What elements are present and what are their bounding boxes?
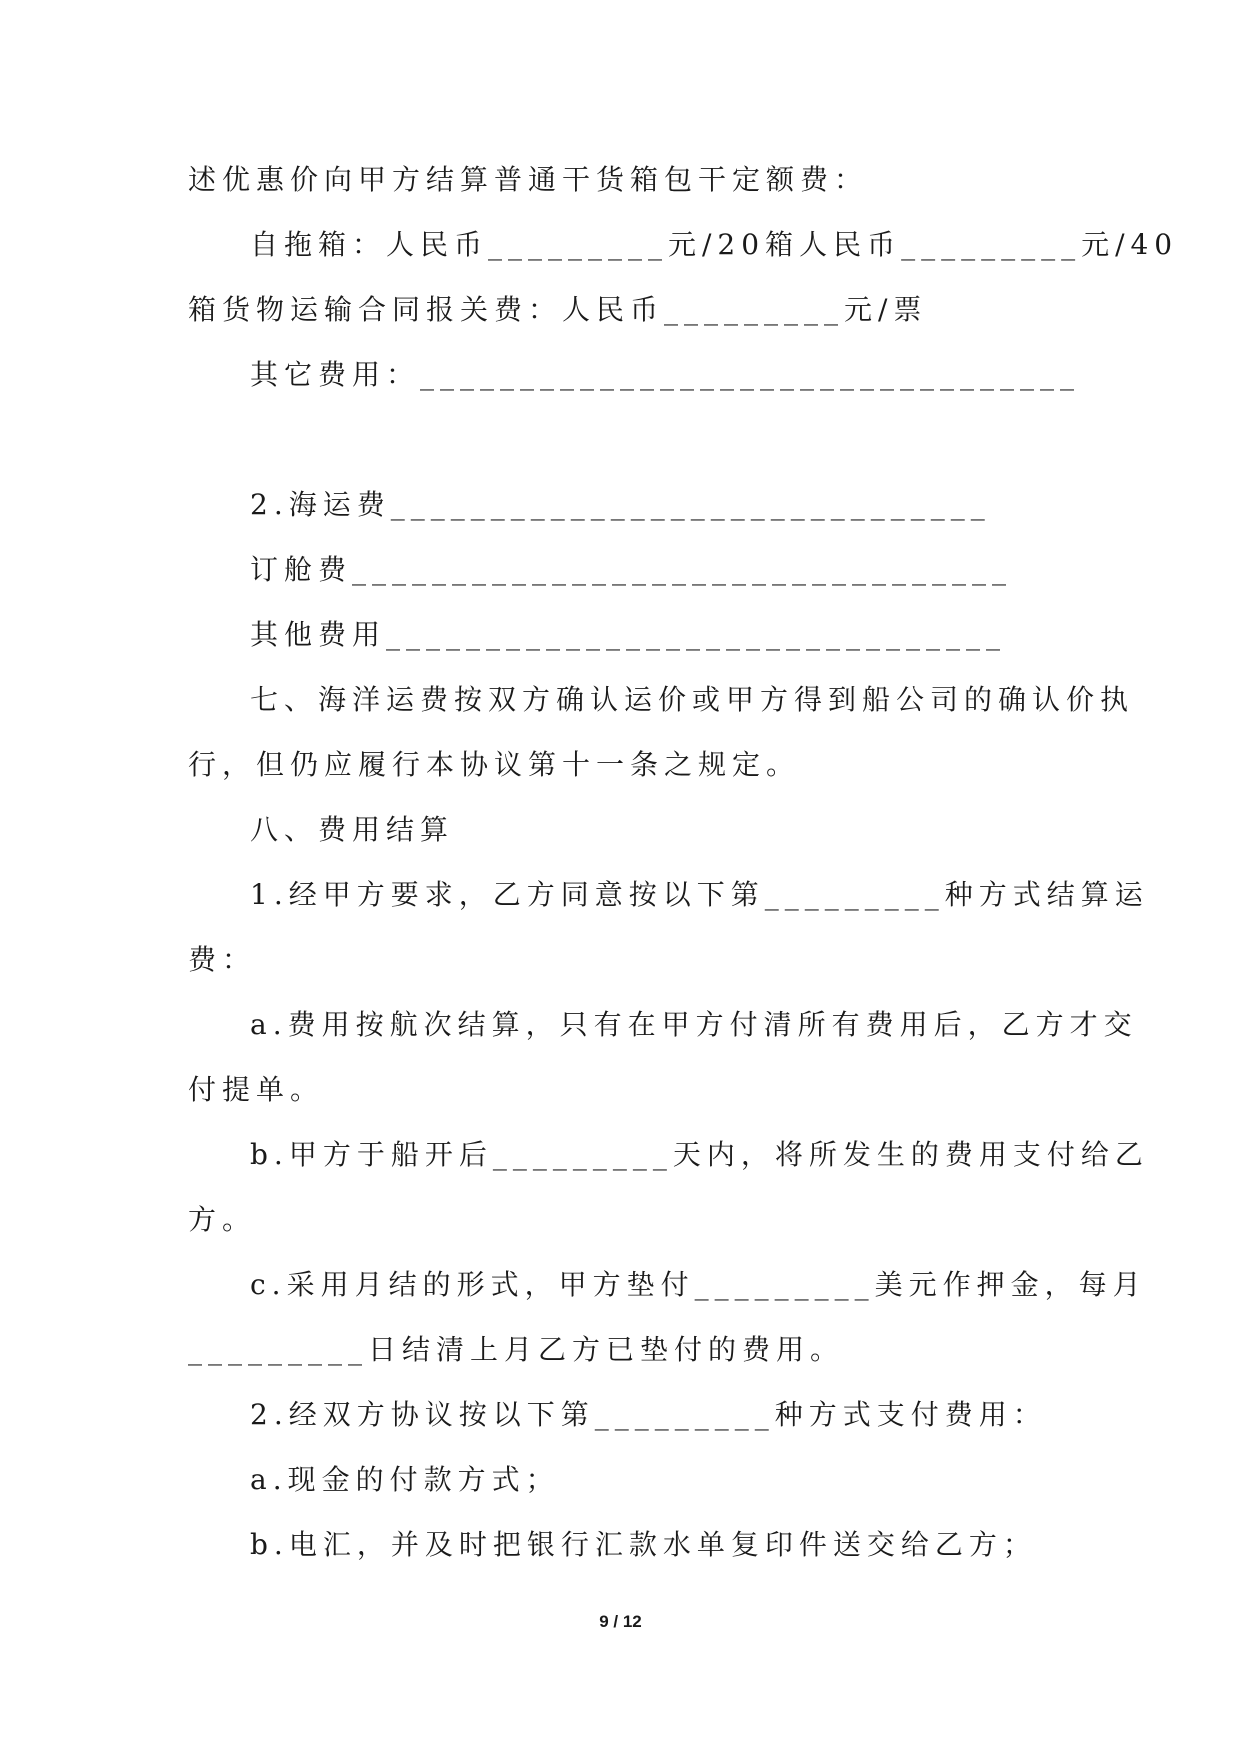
text-line: 费：: [188, 943, 257, 976]
section-heading: 八、费用结算: [250, 813, 455, 846]
text-line: 其他费用_______________________________: [250, 618, 1007, 651]
text-line: _________日结清上月乙方已垫付的费用。: [188, 1333, 845, 1366]
text-line: 自拖箱：人民币_________元/20箱人民币_________元/40: [250, 228, 1179, 261]
text-line: 2.经双方协议按以下第_________种方式支付费用：: [250, 1398, 1047, 1431]
text-line: b.甲方于船开后_________天内，将所发生的费用支付给乙: [250, 1138, 1149, 1171]
text-line: 付提单。: [188, 1073, 325, 1106]
text-line: 述优惠价向甲方结算普通干货箱包干定额费：: [188, 163, 869, 196]
text-line: 七、海洋运费按双方确认运价或甲方得到船公司的确认价执: [250, 683, 1135, 716]
text-line: 行，但仍应履行本协议第十一条之规定。: [188, 748, 801, 781]
text-line: 订舱费_________________________________: [250, 553, 1013, 586]
text-line: 2.海运费______________________________: [250, 488, 991, 521]
text-line: 1.经甲方要求，乙方同意按以下第_________种方式结算运: [250, 878, 1149, 911]
text-line: 其它费用：_________________________________: [250, 358, 1081, 391]
text-line: a.费用按航次结算，只有在甲方付清所有费用后，乙方才交: [250, 1008, 1138, 1041]
text-line: 方。: [188, 1203, 257, 1236]
page-number: 9 / 12: [599, 1612, 642, 1631]
text-line: b.电汇，并及时把银行汇款水单复印件送交给乙方；: [250, 1528, 1037, 1561]
text-line: c.采用月结的形式，甲方垫付_________美元作押金，每月: [250, 1268, 1147, 1301]
text-line: 箱货物运输合同报关费：人民币_________元/票: [188, 293, 928, 326]
text-line: a.现金的付款方式；: [250, 1463, 560, 1496]
